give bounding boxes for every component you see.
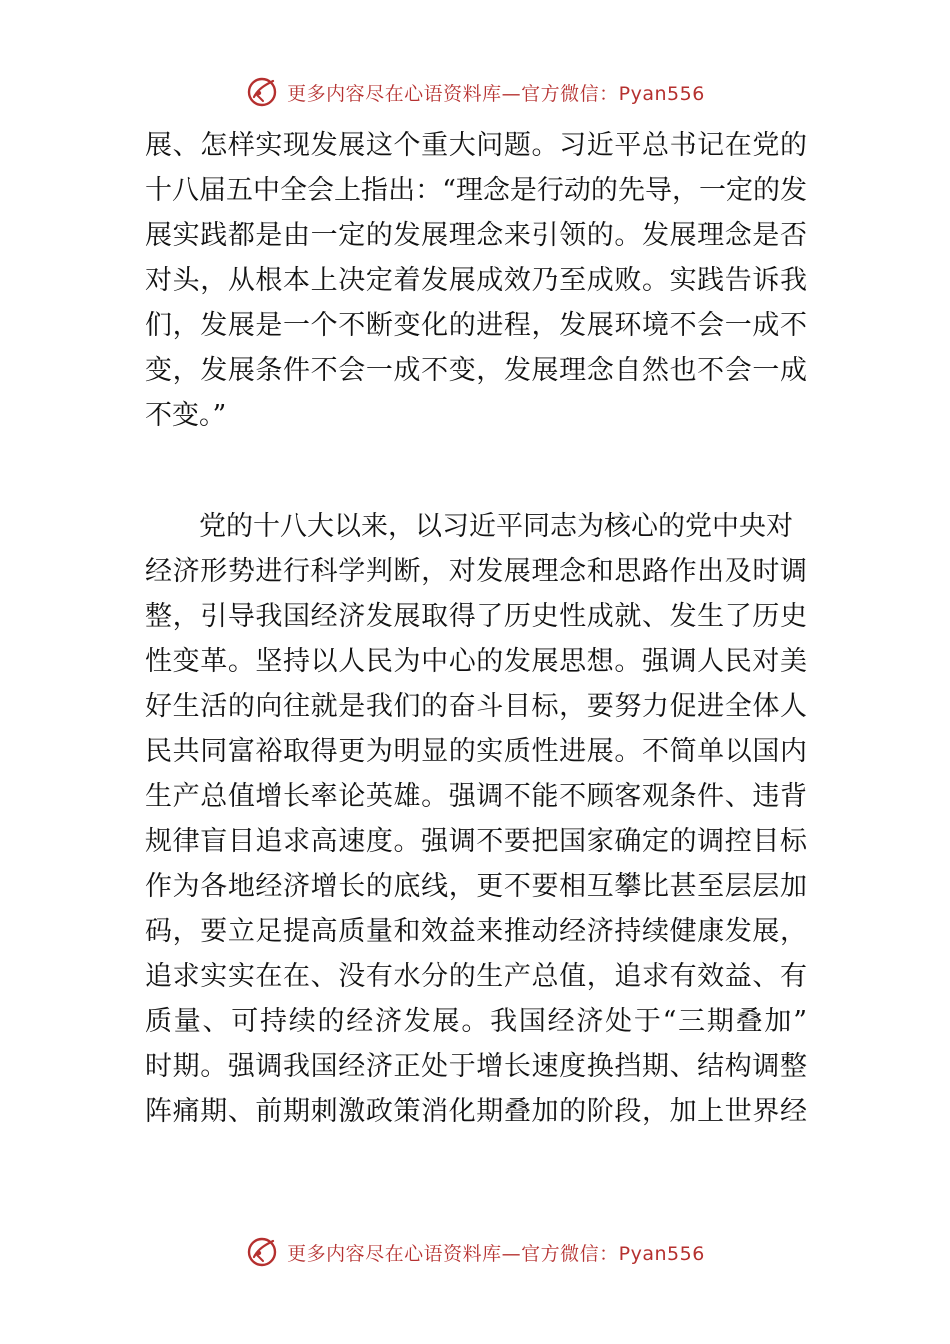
text-line: 展实践都是由一定的发展理念来引领的。发展理念是否	[145, 220, 807, 251]
text-line: 十八届五中全会上指出：“理念是行动的先导，一定的发	[145, 175, 807, 206]
watermark-text: 更多内容尽在心语资料库—官方微信：Pyan556	[287, 1242, 705, 1265]
text-line: 不变。”	[145, 400, 227, 431]
paragraph-spacer	[145, 438, 807, 504]
text-line: 生产总值增长率论英雄。强调不能不顾客观条件、违背	[145, 781, 807, 812]
paragraph-1	[145, 123, 807, 438]
footer-watermark	[0, 1232, 950, 1272]
text-line: 时期。强调我国经济正处于增长速度换挡期、结构调整	[145, 1051, 807, 1082]
text-line: 作为各地经济增长的底线，更不要相互攀比甚至层层加	[145, 871, 807, 902]
paragraph-2	[145, 504, 807, 1134]
text-line: 码，要立足提高质量和效益来推动经济持续健康发展，	[145, 916, 807, 947]
text-line: 对头，从根本上决定着发展成效乃至成败。实践告诉我	[145, 265, 807, 296]
pen-seal-logo-icon	[245, 75, 279, 109]
pen-seal-logo-icon	[245, 1235, 279, 1269]
header-watermark	[0, 72, 950, 112]
text-line: 经济形势进行科学判断，对发展理念和思路作出及时调	[145, 556, 807, 587]
text-line: 阵痛期、前期刺激政策消化期叠加的阶段，加上世界经	[145, 1096, 807, 1127]
text-line: 民共同富裕取得更为明显的实质性进展。不简单以国内	[145, 736, 807, 767]
text-line: 规律盲目追求高速度。强调不要把国家确定的调控目标	[145, 826, 807, 857]
text-line: 党的十八大以来，以习近平同志为核心的党中央对	[145, 511, 793, 542]
text-line: 整，引导我国经济发展取得了历史性成就、发生了历史	[145, 601, 807, 632]
text-line: 们，发展是一个不断变化的进程，发展环境不会一成不	[145, 310, 807, 341]
text-line: 展、怎样实现发展这个重大问题。习近平总书记在党的	[145, 130, 807, 161]
text-line: 追求实实在在、没有水分的生产总值，追求有效益、有	[145, 961, 807, 992]
text-line: 质量、可持续的经济发展。我国经济处于“三期叠加”	[145, 1006, 807, 1037]
text-line: 变，发展条件不会一成不变，发展理念自然也不会一成	[145, 355, 807, 386]
text-line: 性变革。坚持以人民为中心的发展思想。强调人民对美	[145, 646, 807, 677]
watermark-text: 更多内容尽在心语资料库—官方微信：Pyan556	[287, 82, 705, 105]
text-line: 好生活的向往就是我们的奋斗目标，要努力促进全体人	[145, 691, 807, 722]
document-body	[145, 123, 807, 1134]
